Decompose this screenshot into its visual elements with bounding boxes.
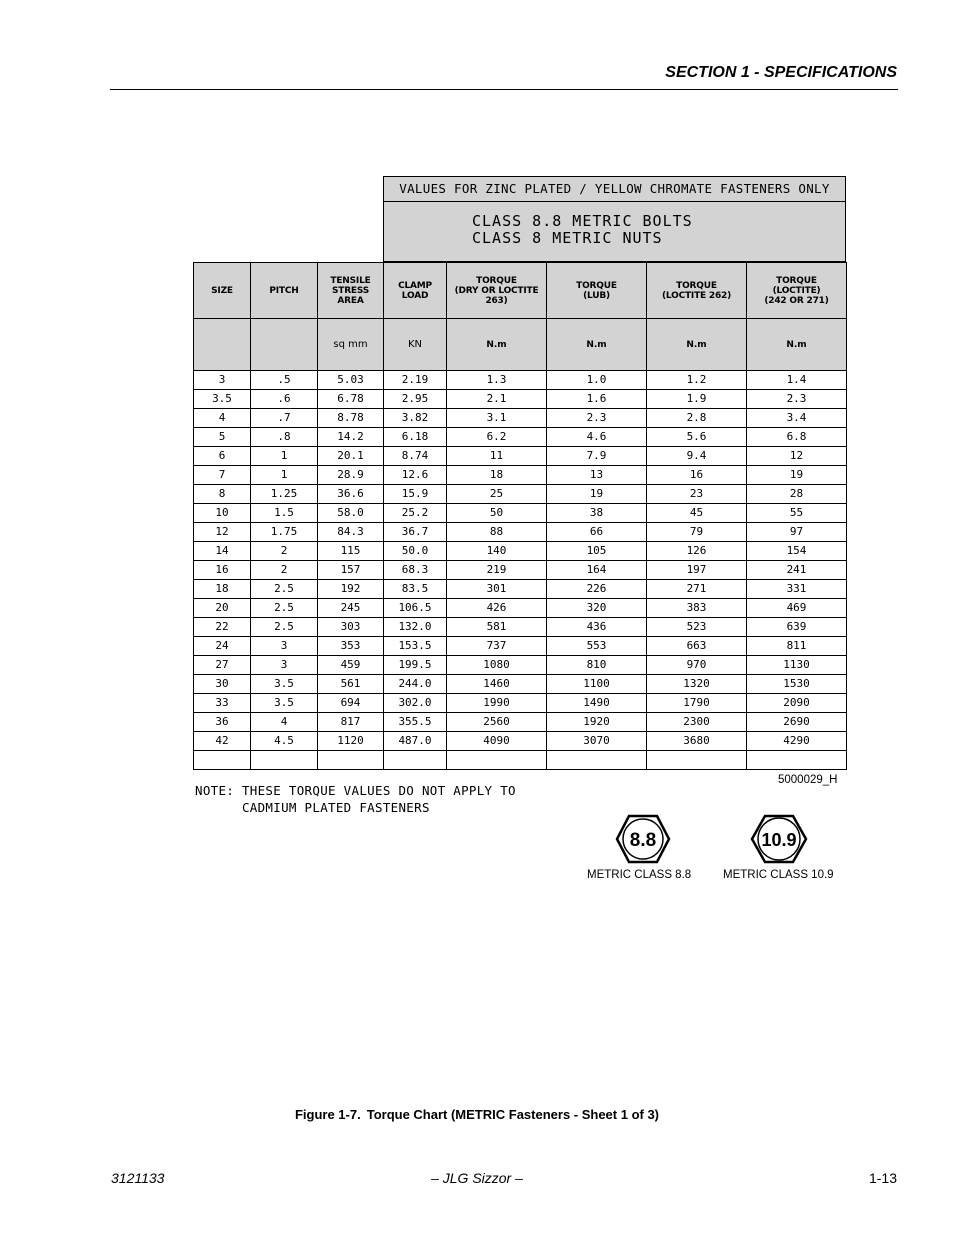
table-row bbox=[194, 599, 847, 618]
table-cell bbox=[647, 751, 747, 770]
table-cell: 79 bbox=[647, 523, 747, 542]
table-cell: 1.25 bbox=[251, 485, 318, 504]
table-row bbox=[194, 390, 847, 409]
table-cell: 97 bbox=[747, 523, 847, 542]
table-header-row bbox=[194, 263, 847, 319]
unit-cell bbox=[194, 319, 251, 371]
table-cell: 2090 bbox=[747, 694, 847, 713]
table-cell: 1130 bbox=[747, 656, 847, 675]
table-cell: 1.5 bbox=[251, 504, 318, 523]
table-cell: 12 bbox=[747, 447, 847, 466]
table-cell: 106.5 bbox=[384, 599, 447, 618]
table-cell: 3 bbox=[194, 371, 251, 390]
table-cell: 23 bbox=[647, 485, 747, 504]
table-cell: 2 bbox=[251, 561, 318, 580]
table-cell: 811 bbox=[747, 637, 847, 656]
table-cell: 3.1 bbox=[447, 409, 547, 428]
table-cell: 8 bbox=[194, 485, 251, 504]
table-cell: .5 bbox=[251, 371, 318, 390]
bolt-head-10-9-icon bbox=[750, 814, 808, 864]
table-cell: 1120 bbox=[318, 732, 384, 751]
table-cell: 42 bbox=[194, 732, 251, 751]
table-cell: 817 bbox=[318, 713, 384, 732]
table-cell: 970 bbox=[647, 656, 747, 675]
header-divider bbox=[110, 89, 898, 90]
table-cell: 28.9 bbox=[318, 466, 384, 485]
table-cell: 1490 bbox=[547, 694, 647, 713]
table-cell: 2.5 bbox=[251, 618, 318, 637]
table-cell: 28 bbox=[747, 485, 847, 504]
table-cell: 192 bbox=[318, 580, 384, 599]
table-cell: 1460 bbox=[447, 675, 547, 694]
table-cell: 5.6 bbox=[647, 428, 747, 447]
table-cell: 50 bbox=[447, 504, 547, 523]
table-cell: 3.4 bbox=[747, 409, 847, 428]
table-cell: 45 bbox=[647, 504, 747, 523]
column-header: TENSILE STRESS AREA bbox=[318, 263, 384, 319]
table-cell: 459 bbox=[318, 656, 384, 675]
table-cell: 3.5 bbox=[251, 675, 318, 694]
column-header: SIZE bbox=[194, 263, 251, 319]
table-cell: 25 bbox=[447, 485, 547, 504]
table-row bbox=[194, 466, 847, 485]
table-row bbox=[194, 371, 847, 390]
table-cell: 19 bbox=[547, 485, 647, 504]
table-cell: 2.8 bbox=[647, 409, 747, 428]
bolt-head-8-8-icon bbox=[615, 814, 671, 864]
footer-page-number: 1-13 bbox=[868, 1170, 897, 1186]
table-cell: 6.78 bbox=[318, 390, 384, 409]
table-cell: 88 bbox=[447, 523, 547, 542]
table-cell: 126 bbox=[647, 542, 747, 561]
table-cell: 24 bbox=[194, 637, 251, 656]
table-cell: 810 bbox=[547, 656, 647, 675]
table-cell: 16 bbox=[194, 561, 251, 580]
column-header: CLAMP LOAD bbox=[384, 263, 447, 319]
table-cell: 36.6 bbox=[318, 485, 384, 504]
table-cell: 1.6 bbox=[547, 390, 647, 409]
table-row bbox=[194, 675, 847, 694]
table-cell: 1 bbox=[251, 447, 318, 466]
table-cell: 3 bbox=[251, 637, 318, 656]
table-cell: 20.1 bbox=[318, 447, 384, 466]
table-cell: 4090 bbox=[447, 732, 547, 751]
table-cell: 11 bbox=[447, 447, 547, 466]
table-row bbox=[194, 428, 847, 447]
footer-doc-number: 3121133 bbox=[111, 1170, 165, 1186]
table-cell: 355.5 bbox=[384, 713, 447, 732]
table-row bbox=[194, 561, 847, 580]
table-cell bbox=[318, 751, 384, 770]
table-cell: 18 bbox=[447, 466, 547, 485]
table-cell: 6.8 bbox=[747, 428, 847, 447]
table-row bbox=[194, 656, 847, 675]
table-cell bbox=[194, 751, 251, 770]
table-row bbox=[194, 694, 847, 713]
table-row bbox=[194, 751, 847, 770]
table-cell: 1.4 bbox=[747, 371, 847, 390]
table-cell: 20 bbox=[194, 599, 251, 618]
column-header: PITCH bbox=[251, 263, 318, 319]
table-cell: 157 bbox=[318, 561, 384, 580]
table-cell: 3.5 bbox=[251, 694, 318, 713]
table-cell: 15.9 bbox=[384, 485, 447, 504]
table-cell bbox=[384, 751, 447, 770]
table-cell: 301 bbox=[447, 580, 547, 599]
table-cell: 436 bbox=[547, 618, 647, 637]
table-cell: 561 bbox=[318, 675, 384, 694]
nut-class: CLASS 8 METRIC NUTS bbox=[472, 229, 663, 247]
table-cell: 1100 bbox=[547, 675, 647, 694]
table-row bbox=[194, 618, 847, 637]
table-cell: 14.2 bbox=[318, 428, 384, 447]
table-cell: 12.6 bbox=[384, 466, 447, 485]
table-cell: 1.75 bbox=[251, 523, 318, 542]
table-cell: 12 bbox=[194, 523, 251, 542]
table-cell: 3.82 bbox=[384, 409, 447, 428]
table-cell: 245 bbox=[318, 599, 384, 618]
table-cell bbox=[251, 751, 318, 770]
table-cell: 737 bbox=[447, 637, 547, 656]
table-cell: 2690 bbox=[747, 713, 847, 732]
table-cell: 1.2 bbox=[647, 371, 747, 390]
column-header: TORQUE (LOCTITE) (242 OR 271) bbox=[747, 263, 847, 319]
table-cell: 84.3 bbox=[318, 523, 384, 542]
table-cell: 27 bbox=[194, 656, 251, 675]
table-cell: 199.5 bbox=[384, 656, 447, 675]
table-cell: 487.0 bbox=[384, 732, 447, 751]
table-cell: 663 bbox=[647, 637, 747, 656]
table-row bbox=[194, 732, 847, 751]
unit-cell: N.m bbox=[447, 319, 547, 371]
bolt-label-10-9: METRIC CLASS 10.9 bbox=[723, 869, 834, 881]
table-row bbox=[194, 542, 847, 561]
table-cell: 25.2 bbox=[384, 504, 447, 523]
table-cell: 303 bbox=[318, 618, 384, 637]
footer-product: – JLG Sizzor – bbox=[431, 1170, 523, 1186]
table-cell: 331 bbox=[747, 580, 847, 599]
cadmium-note bbox=[195, 782, 516, 816]
table-cell: .8 bbox=[251, 428, 318, 447]
note-line-2: CADMIUM PLATED FASTENERS bbox=[195, 800, 430, 815]
table-row bbox=[194, 409, 847, 428]
table-cell: 3070 bbox=[547, 732, 647, 751]
torque-table bbox=[193, 262, 847, 770]
table-cell: 383 bbox=[647, 599, 747, 618]
table-cell: 58.0 bbox=[318, 504, 384, 523]
table-cell: 2.3 bbox=[547, 409, 647, 428]
table-cell: 30 bbox=[194, 675, 251, 694]
table-cell: 1 bbox=[251, 466, 318, 485]
table-cell: 694 bbox=[318, 694, 384, 713]
table-cell: 7.9 bbox=[547, 447, 647, 466]
table-cell: 14 bbox=[194, 542, 251, 561]
table-cell: 241 bbox=[747, 561, 847, 580]
table-cell: 3.5 bbox=[194, 390, 251, 409]
table-cell: 197 bbox=[647, 561, 747, 580]
unit-cell: sq mm bbox=[318, 319, 384, 371]
table-cell: 1.3 bbox=[447, 371, 547, 390]
table-cell: 1530 bbox=[747, 675, 847, 694]
table-cell: 2 bbox=[251, 542, 318, 561]
bolt-mark-8-8: 8.8 bbox=[629, 830, 657, 851]
table-cell: 2.1 bbox=[447, 390, 547, 409]
fastener-banner bbox=[383, 176, 846, 262]
unit-cell: N.m bbox=[547, 319, 647, 371]
table-cell: 1080 bbox=[447, 656, 547, 675]
table-cell: 22 bbox=[194, 618, 251, 637]
table-cell: 4 bbox=[194, 409, 251, 428]
table-cell: 2.19 bbox=[384, 371, 447, 390]
banner-note: VALUES FOR ZINC PLATED / YELLOW CHROMATE FASTENERS ONLY bbox=[384, 177, 845, 202]
table-cell: 581 bbox=[447, 618, 547, 637]
bolt-mark-10-9: 10.9 bbox=[761, 830, 797, 850]
table-row bbox=[194, 580, 847, 599]
table-cell bbox=[747, 751, 847, 770]
table-cell: 1320 bbox=[647, 675, 747, 694]
figure-caption bbox=[0, 1107, 954, 1122]
table-cell: 1990 bbox=[447, 694, 547, 713]
table-cell: 3 bbox=[251, 656, 318, 675]
table-units-row bbox=[194, 319, 847, 371]
table-cell: 55 bbox=[747, 504, 847, 523]
table-cell: 353 bbox=[318, 637, 384, 656]
table-row bbox=[194, 447, 847, 466]
table-row bbox=[194, 485, 847, 504]
table-cell: 3680 bbox=[647, 732, 747, 751]
table-cell: 2.3 bbox=[747, 390, 847, 409]
table-cell: 1790 bbox=[647, 694, 747, 713]
table-cell: 302.0 bbox=[384, 694, 447, 713]
table-row bbox=[194, 637, 847, 656]
table-cell bbox=[547, 751, 647, 770]
table-cell: 7 bbox=[194, 466, 251, 485]
table-cell: 164 bbox=[547, 561, 647, 580]
table-cell: 16 bbox=[647, 466, 747, 485]
table-cell: 8.78 bbox=[318, 409, 384, 428]
table-cell: 219 bbox=[447, 561, 547, 580]
table-cell: 10 bbox=[194, 504, 251, 523]
column-header: TORQUE (LUB) bbox=[547, 263, 647, 319]
unit-cell: N.m bbox=[647, 319, 747, 371]
table-cell: 1.9 bbox=[647, 390, 747, 409]
banner-class-text bbox=[384, 202, 845, 247]
table-cell: 66 bbox=[547, 523, 647, 542]
unit-cell: KN bbox=[384, 319, 447, 371]
figure-number: Figure 1-7. bbox=[294, 1107, 361, 1122]
table-cell: 8.74 bbox=[384, 447, 447, 466]
column-header: TORQUE (LOCTITE 262) bbox=[647, 263, 747, 319]
table-cell: 68.3 bbox=[384, 561, 447, 580]
table-cell: 38 bbox=[547, 504, 647, 523]
table-cell: 271 bbox=[647, 580, 747, 599]
table-cell: 2300 bbox=[647, 713, 747, 732]
table-cell: 132.0 bbox=[384, 618, 447, 637]
table-cell: 13 bbox=[547, 466, 647, 485]
table-cell: 18 bbox=[194, 580, 251, 599]
table-cell: 19 bbox=[747, 466, 847, 485]
table-cell: 36.7 bbox=[384, 523, 447, 542]
table-cell: 153.5 bbox=[384, 637, 447, 656]
table-cell: 320 bbox=[547, 599, 647, 618]
table-cell: 140 bbox=[447, 542, 547, 561]
table-cell: 6 bbox=[194, 447, 251, 466]
table-row bbox=[194, 504, 847, 523]
table-cell: 244.0 bbox=[384, 675, 447, 694]
table-cell: 154 bbox=[747, 542, 847, 561]
note-line-1: NOTE: THESE TORQUE VALUES DO NOT APPLY TO bbox=[195, 783, 516, 798]
table-row bbox=[194, 713, 847, 732]
table-cell: 105 bbox=[547, 542, 647, 561]
table-cell: 5.03 bbox=[318, 371, 384, 390]
table-row bbox=[194, 523, 847, 542]
unit-cell: N.m bbox=[747, 319, 847, 371]
section-title: SECTION 1 - SPECIFICATIONS bbox=[665, 64, 897, 81]
table-cell: 115 bbox=[318, 542, 384, 561]
table-cell: 4.5 bbox=[251, 732, 318, 751]
bolt-label-8-8: METRIC CLASS 8.8 bbox=[587, 869, 692, 881]
table-cell: 4290 bbox=[747, 732, 847, 751]
table-cell: 6.18 bbox=[384, 428, 447, 447]
table-cell: 226 bbox=[547, 580, 647, 599]
unit-cell bbox=[251, 319, 318, 371]
table-cell: 2560 bbox=[447, 713, 547, 732]
bolt-class: CLASS 8.8 METRIC BOLTS bbox=[472, 212, 693, 230]
drawing-number: 5000029_H bbox=[778, 774, 838, 786]
table-cell: 2.5 bbox=[251, 599, 318, 618]
table-cell: 83.5 bbox=[384, 580, 447, 599]
table-cell: 426 bbox=[447, 599, 547, 618]
table-cell: 639 bbox=[747, 618, 847, 637]
table-cell: 5 bbox=[194, 428, 251, 447]
table-cell: 2.5 bbox=[251, 580, 318, 599]
table-cell: 4.6 bbox=[547, 428, 647, 447]
table-cell: 6.2 bbox=[447, 428, 547, 447]
table-cell: .6 bbox=[251, 390, 318, 409]
figure-title: Torque Chart (METRIC Fasteners - Sheet 1 of 3) bbox=[366, 1107, 660, 1122]
table-cell: 523 bbox=[647, 618, 747, 637]
column-header: TORQUE (DRY OR LOCTITE 263) bbox=[447, 263, 547, 319]
table-cell: 553 bbox=[547, 637, 647, 656]
table-cell: 469 bbox=[747, 599, 847, 618]
table-cell: 1920 bbox=[547, 713, 647, 732]
table-cell: 4 bbox=[251, 713, 318, 732]
table-cell: 33 bbox=[194, 694, 251, 713]
table-cell: .7 bbox=[251, 409, 318, 428]
table-cell: 50.0 bbox=[384, 542, 447, 561]
table-cell: 9.4 bbox=[647, 447, 747, 466]
table-cell: 36 bbox=[194, 713, 251, 732]
table-cell: 2.95 bbox=[384, 390, 447, 409]
table-cell: 1.0 bbox=[547, 371, 647, 390]
table-cell bbox=[447, 751, 547, 770]
